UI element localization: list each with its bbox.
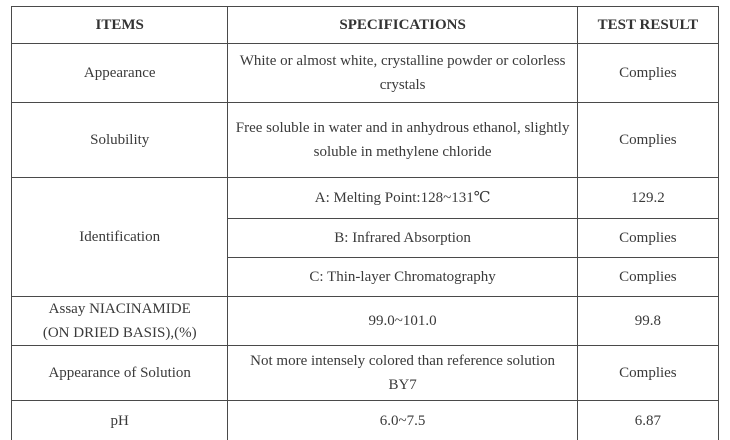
table-row [12, 401, 719, 440]
spec-cell: Free soluble in water and in anhydrous ethanol, slightly soluble in methylene chloride [228, 103, 577, 178]
item-label-line: (ON DRIED BASIS),(%) [42, 325, 197, 341]
spec-cell: Not more intensely colored than reference solution BY7 [228, 346, 577, 401]
item-cell: Appearance [12, 44, 228, 103]
table-row [12, 178, 719, 219]
spec-cell: C: Thin-layer Chromatography [228, 258, 577, 297]
table-row [12, 297, 719, 346]
header-specifications: SPECIFICATIONS [228, 7, 577, 44]
header-items: ITEMS [12, 7, 228, 44]
result-cell: Complies [577, 219, 718, 258]
result-cell: 129.2 [577, 178, 718, 219]
spec-cell: White or almost white, crystalline powder or colorless crystals [228, 44, 577, 103]
table-header-row [12, 7, 719, 44]
result-cell: Complies [577, 44, 718, 103]
item-cell: pH [12, 401, 228, 440]
spec-cell: 6.0~7.5 [228, 401, 577, 440]
result-cell: Complies [577, 103, 718, 178]
item-label-line: Assay NIACINAMIDE [48, 301, 191, 317]
table-row [12, 346, 719, 401]
spec-cell: A: Melting Point:128~131℃ [228, 178, 577, 219]
specification-table [11, 6, 719, 440]
table-row [12, 103, 719, 178]
spec-cell: 99.0~101.0 [228, 297, 577, 346]
result-cell: 99.8 [577, 297, 718, 346]
item-cell: Solubility [12, 103, 228, 178]
result-cell: Complies [577, 258, 718, 297]
header-test-result: TEST RESULT [577, 7, 718, 44]
result-cell: Complies [577, 346, 718, 401]
spec-cell: B: Infrared Absorption [228, 219, 577, 258]
item-cell [12, 297, 228, 346]
table-row [12, 44, 719, 103]
item-cell: Appearance of Solution [12, 346, 228, 401]
item-cell: Identification [12, 178, 228, 297]
result-cell: 6.87 [577, 401, 718, 440]
